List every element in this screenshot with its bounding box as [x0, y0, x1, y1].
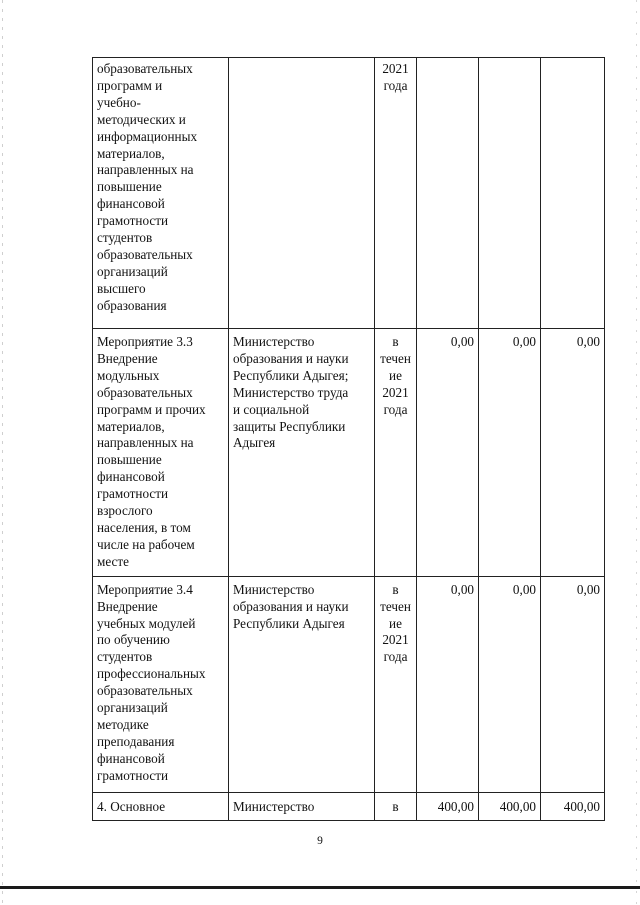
amount-cell-3 [541, 58, 605, 329]
amount-cell-1 [417, 58, 479, 329]
table-row [93, 329, 605, 577]
activity-name-cell: 4. Основное [93, 792, 229, 820]
amount-cell-2: 0,00 [479, 576, 541, 792]
executor-cell [229, 58, 375, 329]
term-cell: в течен ие 2021 года [375, 329, 417, 577]
activity-name-cell: Мероприятие 3.4 Внедрение учебных модулей по обучению студентов профессиональных образовательных организаций методике преподавания финансовой грамотности [93, 576, 229, 792]
activity-name-cell: образовательных программ и учебно- методических и информационных материалов, направленных на повышение финансовой грамотности студентов образовательных организаций высшего образования [93, 58, 229, 329]
amount-cell-1: 0,00 [417, 576, 479, 792]
amount-cell-3: 0,00 [541, 576, 605, 792]
amount-cell-1: 400,00 [417, 792, 479, 820]
program-activities-table [92, 57, 605, 821]
scan-edge-right [636, 0, 637, 905]
amount-cell-3: 400,00 [541, 792, 605, 820]
table-row [93, 576, 605, 792]
executor-cell: Министерство [229, 792, 375, 820]
term-cell: в [375, 792, 417, 820]
scan-edge-left [2, 0, 3, 905]
table-row [93, 792, 605, 820]
page-number: 9 [317, 835, 323, 847]
amount-cell-2 [479, 58, 541, 329]
amount-cell-1: 0,00 [417, 329, 479, 577]
amount-cell-2: 0,00 [479, 329, 541, 577]
executor-cell: Министерство образования и науки Республики Адыгея [229, 576, 375, 792]
table-row [93, 58, 605, 329]
bottom-scan-border [0, 886, 640, 889]
amount-cell-3: 0,00 [541, 329, 605, 577]
executor-cell: Министерство образования и науки Республики Адыгея; Министерство труда и социальной защиты Республики Адыгея [229, 329, 375, 577]
term-cell: в течен ие 2021 года [375, 576, 417, 792]
activity-name-cell: Мероприятие 3.3 Внедрение модульных образовательных программ и прочих материалов, направленных на повышение финансовой грамотности взрослого населения, в том числе на рабочем месте [93, 329, 229, 577]
term-cell: 2021 года [375, 58, 417, 329]
amount-cell-2: 400,00 [479, 792, 541, 820]
